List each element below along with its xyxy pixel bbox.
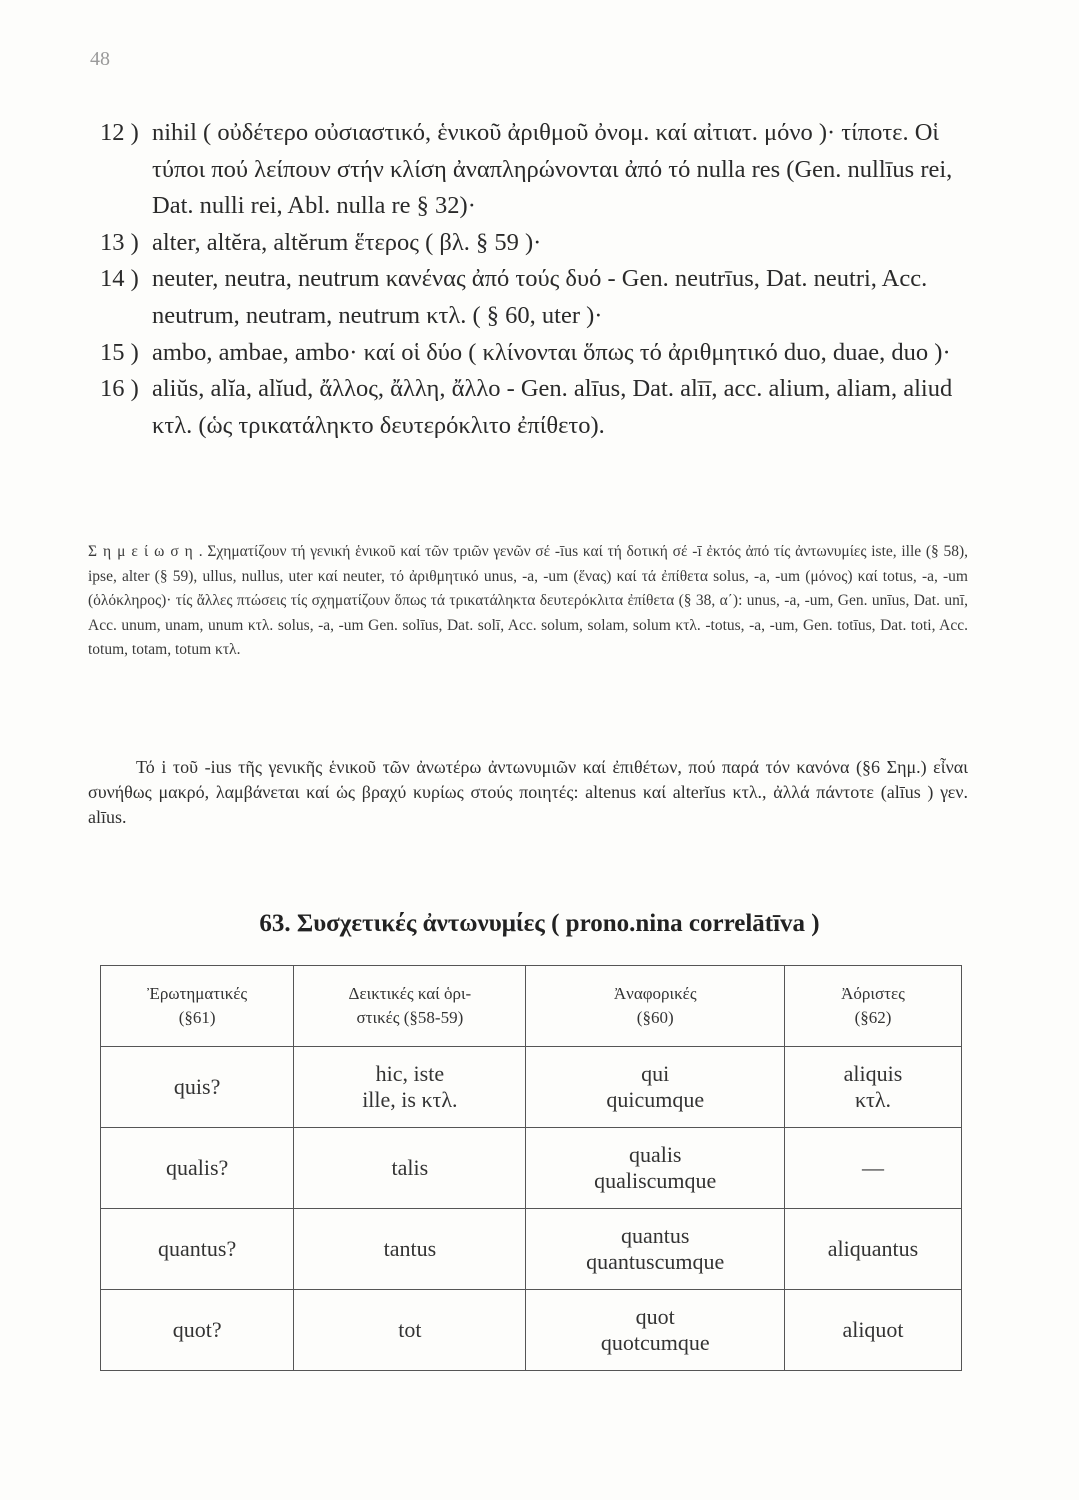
cell-line: κτλ. bbox=[854, 1087, 892, 1112]
table-row bbox=[101, 1047, 962, 1128]
cell-line: qualiscumque bbox=[594, 1168, 717, 1193]
table-cell bbox=[101, 1209, 294, 1290]
item-number: 16 ) bbox=[100, 375, 139, 403]
list-item bbox=[100, 225, 970, 262]
cell-line: quicumque bbox=[606, 1087, 705, 1112]
table-cell bbox=[784, 1047, 961, 1128]
paragraph bbox=[88, 755, 968, 830]
list-item bbox=[100, 115, 970, 225]
header-line: Ἀναφορικές bbox=[613, 984, 697, 1003]
header-cell bbox=[784, 966, 961, 1047]
cell-line: quotcumque bbox=[600, 1330, 710, 1355]
cell-line: aliquot bbox=[842, 1317, 904, 1342]
table-cell bbox=[294, 1047, 526, 1128]
cell-line: quot? bbox=[172, 1317, 222, 1342]
item-text: alter, altĕra, altĕrum ἕτερος ( βλ. § 59 )· bbox=[152, 228, 542, 256]
item-number: 12 ) bbox=[100, 119, 139, 146]
note-text: . Σχηματίζουν τή γενική ἑνικοῦ καί τῶν τριῶν γενῶν σέ -īus καί τή δοτική σέ -ī ἐκτός ἀπό τίς ἀντωνυμίες iste, ille (§ 58), ipse, alter (§ 59), ullus, nullus, uter καί neuter, τό ἀριθμητικό unus, -a, -um (ἕνας) καί τά ἐπίθετα solus, -a, -um (μόνος) καί totus, -a, -um (ὁλόκληρος)· τίς ἄλλες πτώσεις τίς σχηματίζουν ὅπως τά τρικατάληκτα δευτερόκλιτα ἐπίθετα (§ 38, α΄): unus, -a, -um, Gen. unīus, Dat. unī, Acc. unum, unam, unum κτλ. solus, -a, -um Gen. solīus, Dat. solī, Acc. solum, solam, solum κτλ. -totus, -a, -um, Gen. totīus, Dat. toti, Acc. totum, totam, totum κτλ. bbox=[88, 543, 968, 658]
list-item bbox=[100, 261, 970, 334]
cell-line: ille, is κτλ. bbox=[362, 1087, 458, 1112]
table-row bbox=[101, 1128, 962, 1209]
item-number: 15 ) bbox=[100, 338, 139, 366]
header-cell bbox=[101, 966, 294, 1047]
correlative-pronouns-table bbox=[100, 965, 962, 1371]
item-number: 13 ) bbox=[100, 228, 139, 256]
paragraph-text: Τό i τοῦ -ius τῆς γενικῆς ἑνικοῦ τῶν ἀνωτέρω ἀντωνυμιῶν καί ἐπιθέτων, πού παρά τόν κανόνα (§6 Σημ.) εἶναι συνήθως μακρό, λαμβάνεται καί ὡς βραχύ κυρίως στούς ποιητές: altenus καί alterĭus κτλ., ἀλλά πάντοτε (alīus ) γεν. alīus. bbox=[88, 757, 968, 827]
table-cell bbox=[526, 1209, 785, 1290]
cell-line: — bbox=[861, 1155, 884, 1180]
cell-line: quantus? bbox=[158, 1236, 237, 1261]
header-line: Ἐρωτηματικές bbox=[147, 984, 248, 1003]
table-cell bbox=[294, 1290, 526, 1371]
list-item bbox=[100, 371, 970, 444]
cell-line: qui bbox=[641, 1061, 670, 1086]
header-line: Ἀόριστες bbox=[841, 984, 905, 1003]
table-header-row bbox=[101, 966, 962, 1047]
header-cell bbox=[294, 966, 526, 1047]
page-number: 48 bbox=[90, 48, 110, 70]
item-number: 14 ) bbox=[100, 265, 139, 293]
header-line: (§60) bbox=[636, 1008, 674, 1027]
table-cell bbox=[784, 1290, 961, 1371]
item-text: ambo, ambae, ambo· καί οἱ δύο ( κλίνονται ὅπως τό ἀριθμητικό duo, duae, duo )· bbox=[152, 338, 951, 366]
cell-line: tantus bbox=[383, 1236, 437, 1261]
item-text: nihil ( οὐδέτερο οὐσιαστικό, ἑνικοῦ ἀριθμοῦ ὀνομ. καί αἰτιατ. μόνο )· τίποτε. Οἱ τύποι πού λείπουν στήν κλίση ἀναπληρώνονται ἀπό τό nulla res (Gen. nullīus rei, Dat. nulli rei, Abl. nulla re § 32)· bbox=[152, 119, 953, 220]
cell-line: quantuscumque bbox=[586, 1249, 725, 1274]
section-heading: 63. Συσχετικές ἀντωνυμίες ( prono.nina correlātīva ) bbox=[259, 910, 820, 937]
cell-line: talis bbox=[391, 1155, 429, 1180]
cell-line: qualis bbox=[628, 1142, 682, 1167]
table-cell bbox=[101, 1047, 294, 1128]
table-cell bbox=[101, 1290, 294, 1371]
header-line: Δεικτικές καί ὁρι- bbox=[348, 984, 472, 1003]
table-cell bbox=[526, 1047, 785, 1128]
note-block bbox=[88, 540, 968, 663]
header-line: στικές (§58-59) bbox=[356, 1008, 464, 1027]
item-list bbox=[100, 115, 970, 444]
header-line: (§62) bbox=[854, 1008, 892, 1027]
item-text: aliŭs, alĭa, alĭud, ἄλλος, ἄλλη, ἄλλο - Gen. alīus, Dat. alīī, acc. alium, aliam, aliud κτλ. (ὡς τρικατάληκτο δευτερόκλιτο ἐπίθετο). bbox=[152, 375, 953, 439]
cell-line: qualis? bbox=[165, 1155, 229, 1180]
table-cell bbox=[101, 1128, 294, 1209]
table-cell bbox=[294, 1209, 526, 1290]
table-cell bbox=[784, 1209, 961, 1290]
cell-line: hic, iste bbox=[375, 1061, 445, 1086]
header-cell bbox=[526, 966, 785, 1047]
cell-line: tot bbox=[398, 1317, 422, 1342]
cell-line: quis? bbox=[173, 1074, 221, 1099]
cell-line: quantus bbox=[620, 1223, 690, 1248]
header-line: (§61) bbox=[178, 1008, 216, 1027]
table-cell bbox=[294, 1128, 526, 1209]
table-cell bbox=[526, 1128, 785, 1209]
cell-line: quot bbox=[635, 1304, 675, 1329]
cell-line: aliquantus bbox=[827, 1236, 919, 1261]
list-item bbox=[100, 335, 970, 372]
cell-line: aliquis bbox=[843, 1061, 903, 1086]
item-text: neuter, neutra, neutrum κανένας ἀπό τούς δυό - Gen. neutrīus, Dat. neutri, Acc. neutrum, neutram, neutrum κτλ. ( § 60, uter )· bbox=[152, 265, 928, 329]
table-row bbox=[101, 1209, 962, 1290]
table-row bbox=[101, 1290, 962, 1371]
table-cell bbox=[784, 1128, 961, 1209]
note-label: Σημείωση bbox=[88, 543, 199, 560]
table-cell bbox=[526, 1290, 785, 1371]
